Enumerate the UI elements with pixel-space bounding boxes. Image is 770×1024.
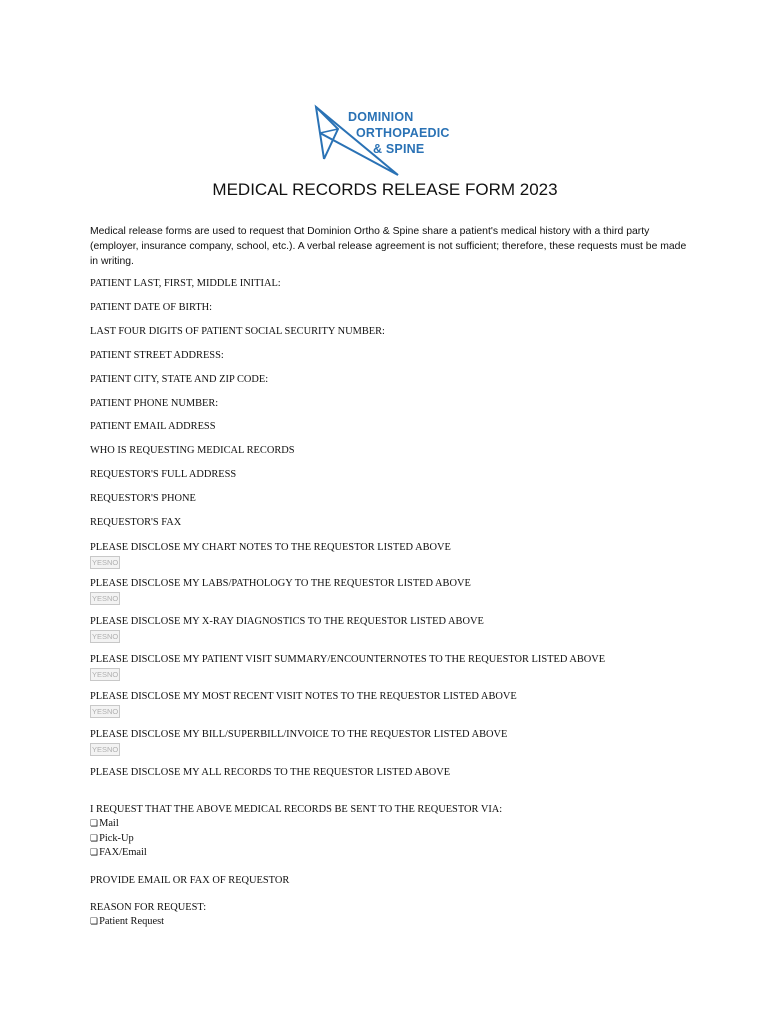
yesno-recent-notes[interactable] — [90, 705, 120, 718]
option-pick-up[interactable] — [90, 833, 134, 844]
field-email-address[interactable]: PATIENT EMAIL ADDRESS — [90, 421, 216, 432]
field-requester-phone[interactable]: REQUESTOR'S PHONE — [90, 493, 196, 504]
logo-text-orthopaedic: ORTHOPAEDIC — [356, 126, 450, 140]
option-label: Pick-Up — [99, 833, 134, 844]
disclose-chart-notes-label: PLEASE DISCLOSE MY CHART NOTES TO THE REQUESTOR LISTED ABOVE — [90, 542, 451, 553]
disclose-billing-label: PLEASE DISCLOSE MY BILL/SUPERBILL/INVOICE TO THE REQUESTOR LISTED ABOVE — [90, 729, 508, 740]
field-ssn-last-four[interactable]: LAST FOUR DIGITS OF PATIENT SOCIAL SECURITY NUMBER: — [90, 326, 385, 337]
checkbox-icon[interactable]: ❏ — [90, 848, 99, 858]
field-phone-number[interactable]: PATIENT PHONE NUMBER: — [90, 398, 219, 409]
field-patient-name[interactable]: PATIENT LAST, FIRST, MIDDLE INITIAL: — [90, 278, 281, 289]
option-mail[interactable] — [90, 818, 119, 829]
yesno-label: YESNO — [92, 632, 119, 641]
yesno-label: YESNO — [92, 558, 119, 567]
field-city-state-zip[interactable]: PATIENT CITY, STATE AND ZIP CODE: — [90, 374, 269, 385]
checkbox-icon[interactable]: ❏ — [90, 819, 99, 829]
yesno-visit-summary[interactable] — [90, 668, 120, 681]
yesno-chart-notes[interactable] — [90, 556, 120, 569]
yesno-labs[interactable] — [90, 592, 120, 605]
field-requester-address[interactable]: REQUESTOR'S FULL ADDRESS — [90, 469, 237, 480]
checkbox-icon[interactable]: ❏ — [90, 917, 99, 927]
option-label: FAX/Email — [99, 847, 147, 858]
yesno-billing[interactable] — [90, 743, 120, 756]
disclose-labs-label: PLEASE DISCLOSE MY LABS/PATHOLOGY TO THE REQUESTOR LISTED ABOVE — [90, 578, 471, 589]
disclose-visit-summary-label: PLEASE DISCLOSE MY PATIENT VISIT SUMMARY/ENCOUNTERNOTES TO THE REQUESTOR LISTED ABOVE — [90, 654, 606, 665]
option-fax-email[interactable] — [90, 847, 147, 858]
field-requester-fax[interactable]: REQUESTOR'S FAX — [90, 517, 182, 528]
disclose-recent-notes-label: PLEASE DISCLOSE MY MOST RECENT VISIT NOTES TO THE REQUESTOR LISTED ABOVE — [90, 691, 517, 702]
yesno-label: YESNO — [92, 745, 119, 754]
page-title: MEDICAL RECORDS RELEASE FORM 2023 — [212, 180, 558, 199]
logo-text-dominion: DOMINION — [348, 110, 414, 124]
yesno-label: YESNO — [92, 594, 119, 603]
option-patient-request[interactable] — [90, 916, 164, 927]
field-date-of-birth[interactable]: PATIENT DATE OF BIRTH: — [90, 302, 213, 313]
disclose-xray-label: PLEASE DISCLOSE MY X-RAY DIAGNOSTICS TO THE REQUESTOR LISTED ABOVE — [90, 616, 484, 627]
intro-paragraph: Medical release forms are used to request that Dominion Ortho & Spine share a patient's medical history with a third party (employer, insurance company, school, etc.). A verbal release agreement is not sufficient; therefore, these requests must be made in writing. — [90, 226, 687, 267]
logo-text-spine: & SPINE — [373, 142, 425, 156]
yesno-label: YESNO — [92, 707, 119, 716]
yesno-label: YESNO — [92, 670, 119, 679]
yesno-xray[interactable] — [90, 630, 120, 643]
disclose-all-records-label: PLEASE DISCLOSE MY ALL RECORDS TO THE REQUESTOR LISTED ABOVE — [90, 767, 451, 778]
delivery-method-label: I REQUEST THAT THE ABOVE MEDICAL RECORDS BE SENT TO THE REQUESTOR VIA: — [90, 804, 503, 815]
checkbox-icon[interactable]: ❏ — [90, 834, 99, 844]
option-label: Mail — [99, 818, 119, 829]
field-street-address[interactable]: PATIENT STREET ADDRESS: — [90, 350, 224, 361]
field-requester[interactable]: WHO IS REQUESTING MEDICAL RECORDS — [90, 445, 295, 456]
reason-label: REASON FOR REQUEST: — [90, 902, 207, 913]
field-requester-contact[interactable]: PROVIDE EMAIL OR FAX OF REQUESTOR — [90, 875, 290, 886]
option-label: Patient Request — [99, 916, 165, 927]
